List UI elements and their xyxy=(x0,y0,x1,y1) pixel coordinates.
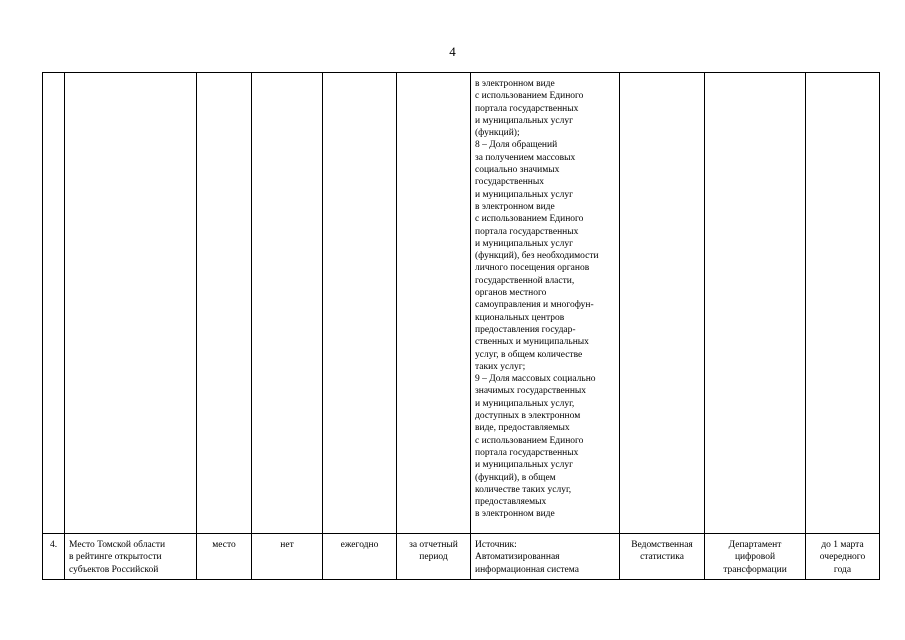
text-line: Ведомственная xyxy=(631,540,693,550)
period-lines xyxy=(401,539,466,564)
cell-frequency xyxy=(323,73,397,534)
cell-unit xyxy=(197,73,252,534)
text-line: таких услуг; xyxy=(475,361,526,372)
cell-deadline xyxy=(806,73,880,534)
frequency-cell: ежегодно xyxy=(323,534,397,580)
source-cell xyxy=(471,534,620,580)
text-line: в электронном виде xyxy=(475,509,555,520)
text-line: до 1 марта xyxy=(821,540,864,550)
text-line: (функций), без необходимости xyxy=(475,251,599,262)
text-line: цифровой xyxy=(734,552,776,563)
responsible-cell xyxy=(705,534,806,580)
text-line: в электронном виде xyxy=(475,201,555,212)
text-line: предоставляемых xyxy=(475,497,547,508)
deadline-cell xyxy=(806,534,880,580)
text-line: (функций); xyxy=(475,128,520,139)
text-line: с использованием Единого xyxy=(475,214,584,225)
text-line: период xyxy=(419,552,448,563)
cell-description xyxy=(471,73,620,534)
method-cell xyxy=(620,534,705,580)
text-line: государственных xyxy=(475,177,545,188)
text-line: 8 – Доля обращений xyxy=(475,140,558,151)
text-line: и муниципальных услуг xyxy=(475,115,573,126)
text-line: виде, предоставляемых xyxy=(475,423,570,434)
text-line: портала государственных xyxy=(475,447,579,458)
page-number: 4 xyxy=(449,44,456,59)
description-lines xyxy=(475,78,615,521)
method-lines xyxy=(624,539,700,564)
cell-flag xyxy=(252,73,323,534)
text-line: Автоматизированная xyxy=(475,552,560,563)
text-line: кциональных центров xyxy=(475,312,565,323)
text-line: в рейтинге открытости xyxy=(69,552,162,563)
text-line: года xyxy=(833,564,852,575)
text-line: Источник: xyxy=(475,540,517,550)
table-row-4 xyxy=(43,534,880,580)
row-number: 4. xyxy=(43,534,65,580)
text-line: Департамент xyxy=(728,540,782,550)
responsible-lines xyxy=(709,539,801,576)
text-line: и муниципальных услуг, xyxy=(475,398,575,409)
text-line: социально значимых xyxy=(475,165,560,176)
cell-number xyxy=(43,73,65,534)
text-line: и муниципальных услуг xyxy=(475,238,573,249)
text-line: личного посещения органов xyxy=(475,263,590,274)
text-line: в электронном виде xyxy=(475,79,555,89)
source-lines xyxy=(475,539,615,576)
flag-cell: нет xyxy=(252,534,323,580)
text-line: с использованием Единого xyxy=(475,91,584,102)
text-line: портала государственных xyxy=(475,103,579,114)
indicator-name xyxy=(65,534,197,580)
period-cell xyxy=(397,534,471,580)
text-line: услуг, в общем количестве xyxy=(475,349,583,360)
text-line: доступных в электронном xyxy=(475,411,581,422)
unit-cell: место xyxy=(197,534,252,580)
text-line: и муниципальных услуг xyxy=(475,189,573,200)
text-line: (функций), в общем xyxy=(475,472,556,483)
text-line: за получением массовых xyxy=(475,152,576,163)
text-line: предоставления государ- xyxy=(475,324,576,335)
text-line: субъектов Российской xyxy=(69,564,159,575)
text-line: самоуправления и многофун- xyxy=(475,300,594,311)
text-line: за отчетный xyxy=(409,540,458,550)
cell-responsible xyxy=(705,73,806,534)
text-line: органов местного xyxy=(475,288,547,299)
indicator-lines xyxy=(69,539,192,576)
text-line: Место Томской области xyxy=(69,540,166,550)
text-line: с использованием Единого xyxy=(475,435,584,446)
cell-indicator xyxy=(65,73,197,534)
text-line: количестве таких услуг, xyxy=(475,484,572,495)
text-line: трансформации xyxy=(723,564,787,575)
text-line: 9 – Доля массовых социально xyxy=(475,374,596,385)
text-line: информационная система xyxy=(475,564,579,575)
indicators-table xyxy=(42,72,880,580)
cell-period xyxy=(397,73,471,534)
text-line: портала государственных xyxy=(475,226,579,237)
text-line: значимых государственных xyxy=(475,386,587,397)
table-row-continued xyxy=(43,73,880,534)
cell-method xyxy=(620,73,705,534)
text-line: статистика xyxy=(640,552,684,563)
deadline-lines xyxy=(810,539,875,576)
text-line: ственных и муниципальных xyxy=(475,337,589,348)
text-line: и муниципальных услуг xyxy=(475,460,573,471)
text-line: государственной власти, xyxy=(475,275,575,286)
text-line: очередного xyxy=(819,552,866,563)
